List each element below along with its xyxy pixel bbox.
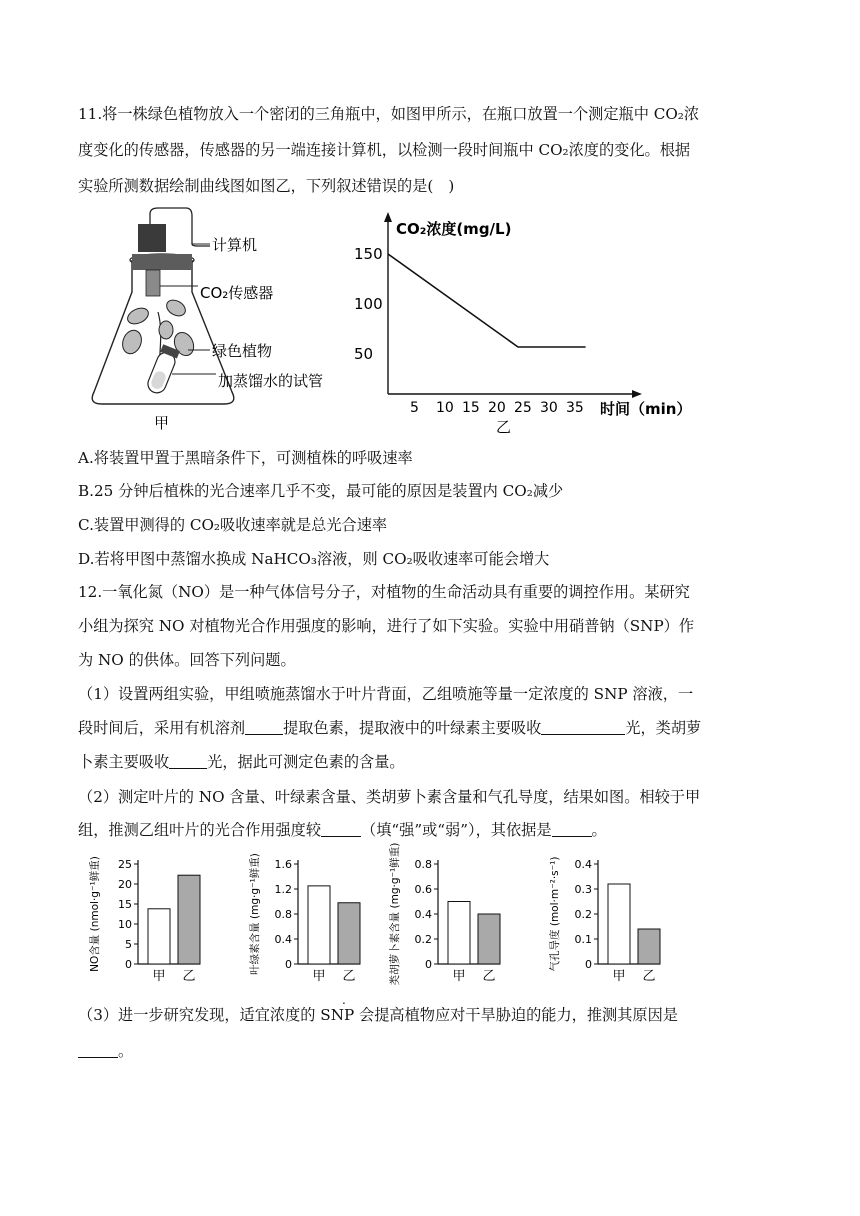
bar-yi	[338, 903, 360, 964]
line-chart-ylabel: CO₂浓度(mg/L)	[396, 220, 512, 238]
bar-y-tick: 0.3	[574, 883, 592, 896]
option-a: A.将装置甲置于黑暗条件下，可测植株的呼吸速率	[78, 449, 413, 467]
bar-y-tick: 0	[125, 958, 132, 971]
bar-category-label: 甲	[612, 969, 626, 984]
bar-chart-stomatal	[548, 857, 660, 984]
bar-y-tick: 0	[425, 958, 432, 971]
bar-y-tick: 0.4	[414, 908, 432, 921]
bar-y-tick: 25	[118, 858, 132, 871]
q12-part1-text-c: 光，类胡萝	[625, 719, 702, 737]
bar-category-label: 甲	[452, 969, 466, 984]
line-y-tick: 150	[354, 245, 383, 263]
q12-intro-1: 12.一氧化氮（NO）是一种气体信号分子，对植物的生命活动具有重要的调控作用。某研究	[78, 583, 690, 601]
bar-chart-carotenoid	[388, 843, 500, 986]
bar-charts	[80, 842, 780, 1000]
q12-part2-text-b: （填“强”或“弱”），其依据是	[361, 821, 552, 839]
q12-part2-line1: （2）测定叶片的 NO 含量、叶绿素含量、类胡萝卜素含量和气孔导度，结果如图。相较于甲	[78, 788, 701, 806]
bar-ylabel: 类胡萝卜素含量 (mg·g⁻¹鲜重)	[389, 842, 401, 986]
q12-part3-text: 。	[118, 1042, 134, 1060]
blank-reason[interactable]	[78, 1043, 118, 1058]
option-c: C.装置甲测得的 CO₂吸收速率就是总光合速率	[78, 516, 388, 534]
line-x-tick: 30	[540, 400, 558, 416]
bar-ylabel: 叶绿素含量 (mg·g⁻¹鲜重)	[249, 853, 261, 975]
q12-part3-line1: （3）进一步研究发现，适宜浓度的 SNP 会提高植物应对干旱胁迫的能力，推测其原因是	[78, 1006, 678, 1024]
q12-part1-text-e: 光，据此可测定色素的含量。	[207, 753, 405, 771]
bar-y-tick: 1.6	[274, 858, 292, 871]
blank-solvent[interactable]	[245, 720, 283, 735]
bar-y-tick: 0	[585, 958, 592, 971]
blank-chlorophyll-light[interactable]	[541, 720, 625, 735]
q12-part1-text-a: 段时间后，采用有机溶剂	[78, 719, 246, 737]
bar-y-tick: 0.1	[574, 933, 592, 946]
apparatus-figure	[88, 204, 324, 436]
q11-line-1: 11.将一株绿色植物放入一个密闭的三角瓶中，如图甲所示，在瓶口放置一个测定瓶中 CO₂浓	[78, 105, 700, 123]
caption-jia: 甲	[154, 414, 170, 432]
q11-line-2: 度变化的传感器，传感器的另一端连接计算机，以检测一段时间瓶中 CO₂浓度的变化。根据	[78, 141, 691, 159]
bar-jia	[608, 884, 630, 964]
line-x-tick: 25	[514, 400, 532, 416]
caption-yi: 乙	[496, 418, 512, 436]
bar-y-tick: 0.8	[274, 908, 292, 921]
bar-yi	[478, 914, 500, 964]
bar-category-label: 乙	[342, 969, 356, 984]
option-b: B.25 分钟后植株的光合速率几乎不变，最可能的原因是装置内 CO₂减少	[78, 482, 564, 500]
bar-y-tick: 1.2	[274, 883, 292, 896]
line-x-tick: 10	[436, 400, 454, 416]
bar-y-tick: 15	[118, 898, 132, 911]
co2-line-chart	[346, 212, 692, 438]
bar-yi	[638, 929, 660, 964]
bar-category-label: 甲	[312, 969, 326, 984]
blank-strength[interactable]	[321, 822, 361, 837]
label-sensor: CO₂传感器	[200, 284, 274, 302]
line-x-tick: 20	[488, 400, 506, 416]
bar-category-label: 甲	[152, 969, 166, 984]
bar-y-tick: 0.6	[414, 883, 432, 896]
option-d: D.若将甲图中蒸馏水换成 NaHCO₃溶液，则 CO₂吸收速率可能会增大	[78, 550, 550, 568]
q12-part3-line2	[78, 1041, 133, 1061]
bar-jia	[308, 886, 330, 964]
bar-y-tick: 0.4	[274, 933, 292, 946]
q12-part1-line1: （1）设置两组实验，甲组喷施蒸馏水于叶片背面，乙组喷施等量一定浓度的 SNP 溶液，一	[78, 685, 694, 703]
q11-line-3: 实验所测数据绘制曲线图如图乙，下列叙述错误的是( )	[78, 177, 455, 195]
co2-series-line	[388, 254, 586, 347]
bar-y-tick: 0.8	[414, 858, 432, 871]
bar-y-tick: 10	[118, 918, 132, 931]
line-x-tick: 15	[462, 400, 480, 416]
bar-y-tick: 0.2	[574, 908, 592, 921]
bar-jia	[448, 902, 470, 965]
line-x-tick: 5	[410, 400, 419, 416]
sensor-plug	[138, 224, 166, 252]
bar-yi	[178, 875, 200, 964]
bar-y-tick: 5	[125, 938, 132, 951]
bar-y-tick: 20	[118, 878, 132, 891]
label-tube: 加蒸馏水的试管	[218, 372, 324, 390]
q12-part2-line2	[78, 820, 607, 840]
bar-y-tick: 0.4	[574, 858, 592, 871]
bar-category-label: 乙	[482, 969, 496, 984]
label-computer: 计算机	[212, 236, 258, 254]
bar-y-tick: 0.2	[414, 933, 432, 946]
line-y-tick: 100	[354, 295, 383, 313]
q12-part1-text-d: 卜素主要吸收	[78, 753, 170, 771]
bar-chart-no-content	[88, 856, 200, 984]
bar-category-label: 乙	[642, 969, 656, 984]
blank-basis[interactable]	[552, 822, 592, 837]
label-plant: 绿色植物	[212, 342, 273, 360]
line-x-tick: 35	[566, 400, 584, 416]
bar-category-label: 乙	[182, 969, 196, 984]
q12-part1-text-b: 提取色素，提取液中的叶绿素主要吸收	[283, 719, 542, 737]
line-y-tick: 50	[354, 345, 374, 363]
blank-carotenoid-light[interactable]	[169, 754, 207, 769]
bar-ylabel: 气孔导度 (mol·m⁻²·s⁻¹)	[549, 856, 561, 972]
q12-intro-3: 为 NO 的供体。回答下列问题。	[78, 651, 296, 669]
q12-part2-text-c: 。	[591, 821, 607, 839]
q12-intro-2: 小组为探究 NO 对植物光合作用强度的影响，进行了如下实验。实验中用硝普钠（SNP）作	[78, 617, 695, 635]
line-chart-xlabel: 时间（min）	[600, 400, 692, 418]
bar-chart-chlorophyll	[248, 853, 360, 984]
q12-part1-line3	[78, 752, 405, 772]
bar-jia	[148, 909, 170, 964]
stray-dot: .	[342, 993, 346, 1007]
bar-ylabel: NO含量 (nmol·g⁻¹鲜重)	[89, 856, 101, 972]
q12-part2-text-a: 组，推测乙组叶片的光合作用强度较	[78, 821, 321, 839]
bar-y-tick: 0	[285, 958, 292, 971]
q12-part1-line2	[78, 718, 701, 738]
